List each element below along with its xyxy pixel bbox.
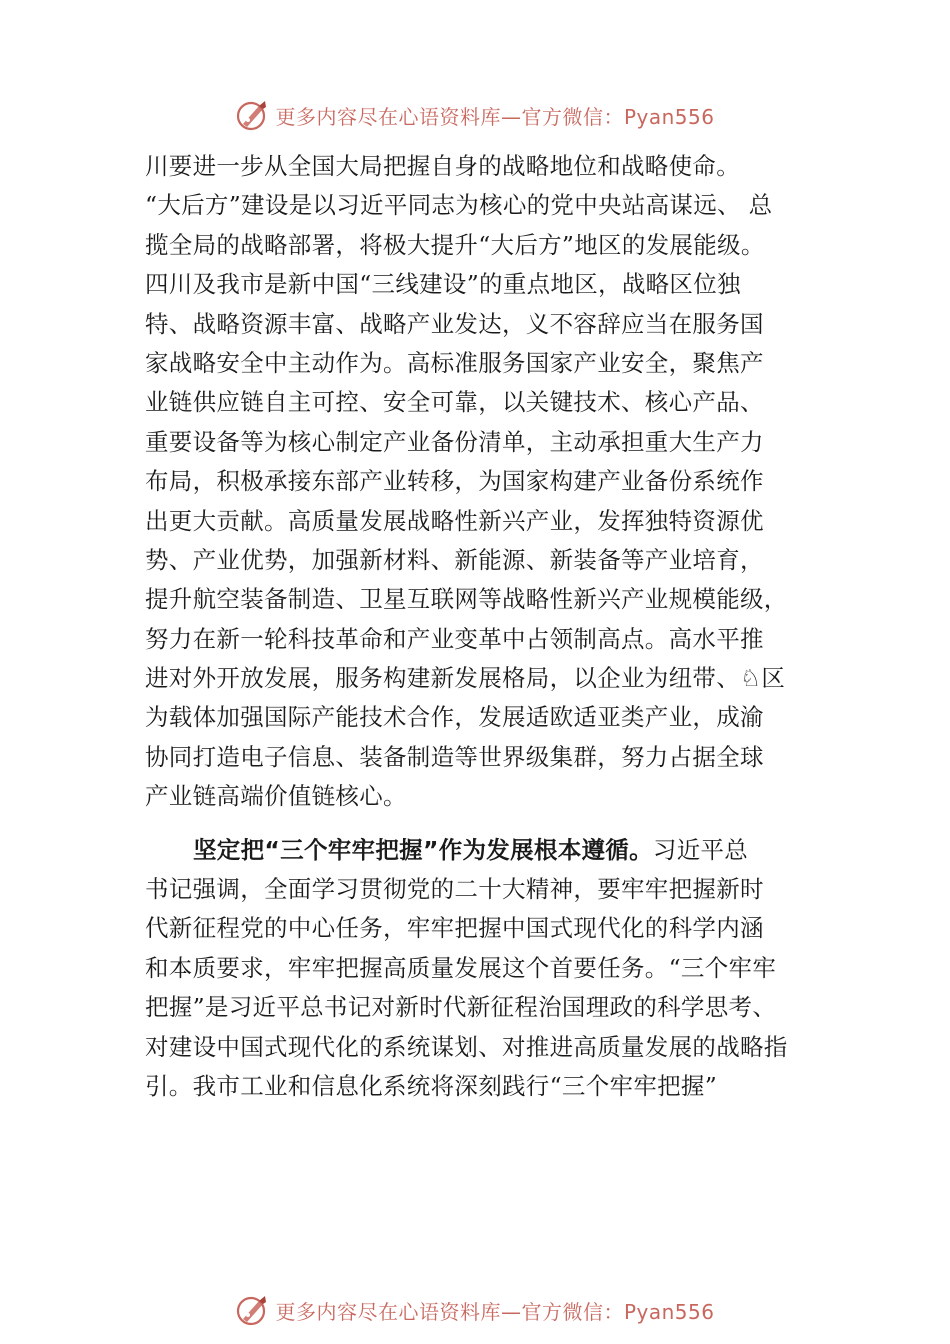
text-line: 出更大贡献。高质量发展战略性新兴产业，发挥独特资源优 [145,506,764,535]
text-line: “大后方”建设是以习近平同志为核心的党中央站高谋远、 总 [145,191,773,220]
text-line: 引。我市工业和信息化系统将深刻践行“三个牢牢把握” [145,1071,718,1100]
text-line: 川要进一步从全国大局把握自身的战略地位和战略使命。 [145,152,740,180]
paragraph-2-first-line [145,831,845,870]
text-line: 代新征程党的中心任务，牢牢把握中国式现代化的科学内涵 [145,914,764,943]
text-line: 重要设备等为核心制定产业备份清单，主动承担重大生产力 [145,427,764,456]
text-line: 把握”是习近平总书记对新时代新征程治国理政的科学思考、 [145,993,777,1022]
pen-nib-logo-icon [235,98,269,132]
document-body [145,147,845,1106]
text-line: 对建设中国式现代化的系统谋划、对推进高质量发展的战略指 [145,1032,788,1061]
text-line: 揽全局的战略部署，将极大提升“大后方”地区的发展能级。 [145,230,765,259]
text-line: 书记强调，全面学习贯彻党的二十大精神，要牢牢把握新时 [145,875,764,904]
watermark-text: 更多内容尽在心语资料库—官方微信：Pyan556 [275,104,715,129]
text-line: 布局，积极承接东部产业转移，为国家构建产业备份系统作 [145,467,764,496]
text-line: 和本质要求，牢牢把握高质量发展这个首要任务。“三个牢牢 [145,953,777,982]
text-line: 提升航空装备制造、卫星互联网等战略性新兴产业规模能级， [145,585,788,614]
text-line: 努力在新一轮科技革命和产业变革中占领制高点。高水平推 [145,624,764,653]
text-line: 产业链高端价值链核心。 [145,782,407,811]
bold-heading: 坚定把“三个牢牢把握”作为发展根本遵循。 [193,835,653,864]
text-line: 业链供应链自主可控、安全可靠，以关键技术、核心产品、 [145,388,764,417]
footer-watermark [0,1290,950,1330]
header-watermark [0,95,950,135]
text-line: 进对外开放发展，服务构建新发展格局，以企业为纽带、♘区 [145,664,786,693]
text-line: 特、战略资源丰富、战略产业发达，义不容辞应当在服务国 [145,309,764,338]
watermark-text: 更多内容尽在心语资料库—官方微信：Pyan556 [275,1299,715,1324]
text-line: 为载体加强国际产能技术合作，发展适欧适亚类产业，成渝 [145,703,764,732]
text-run: 习近平总 [652,835,749,864]
text-line: 协同打造电子信息、装备制造等世界级集群，努力占据全球 [145,742,764,771]
paragraph-1 [145,147,845,817]
text-line: 势、产业优势，加强新材料、新能源、新装备等产业培育， [145,545,764,574]
pen-nib-logo-icon [235,1293,269,1327]
paragraph-2 [145,831,845,1107]
text-line: 四川及我市是新中国“三线建设”的重点地区，战略区位独 [145,270,741,299]
text-line: 家战略安全中主动作为。高标准服务国家产业安全，聚焦产 [145,348,764,377]
